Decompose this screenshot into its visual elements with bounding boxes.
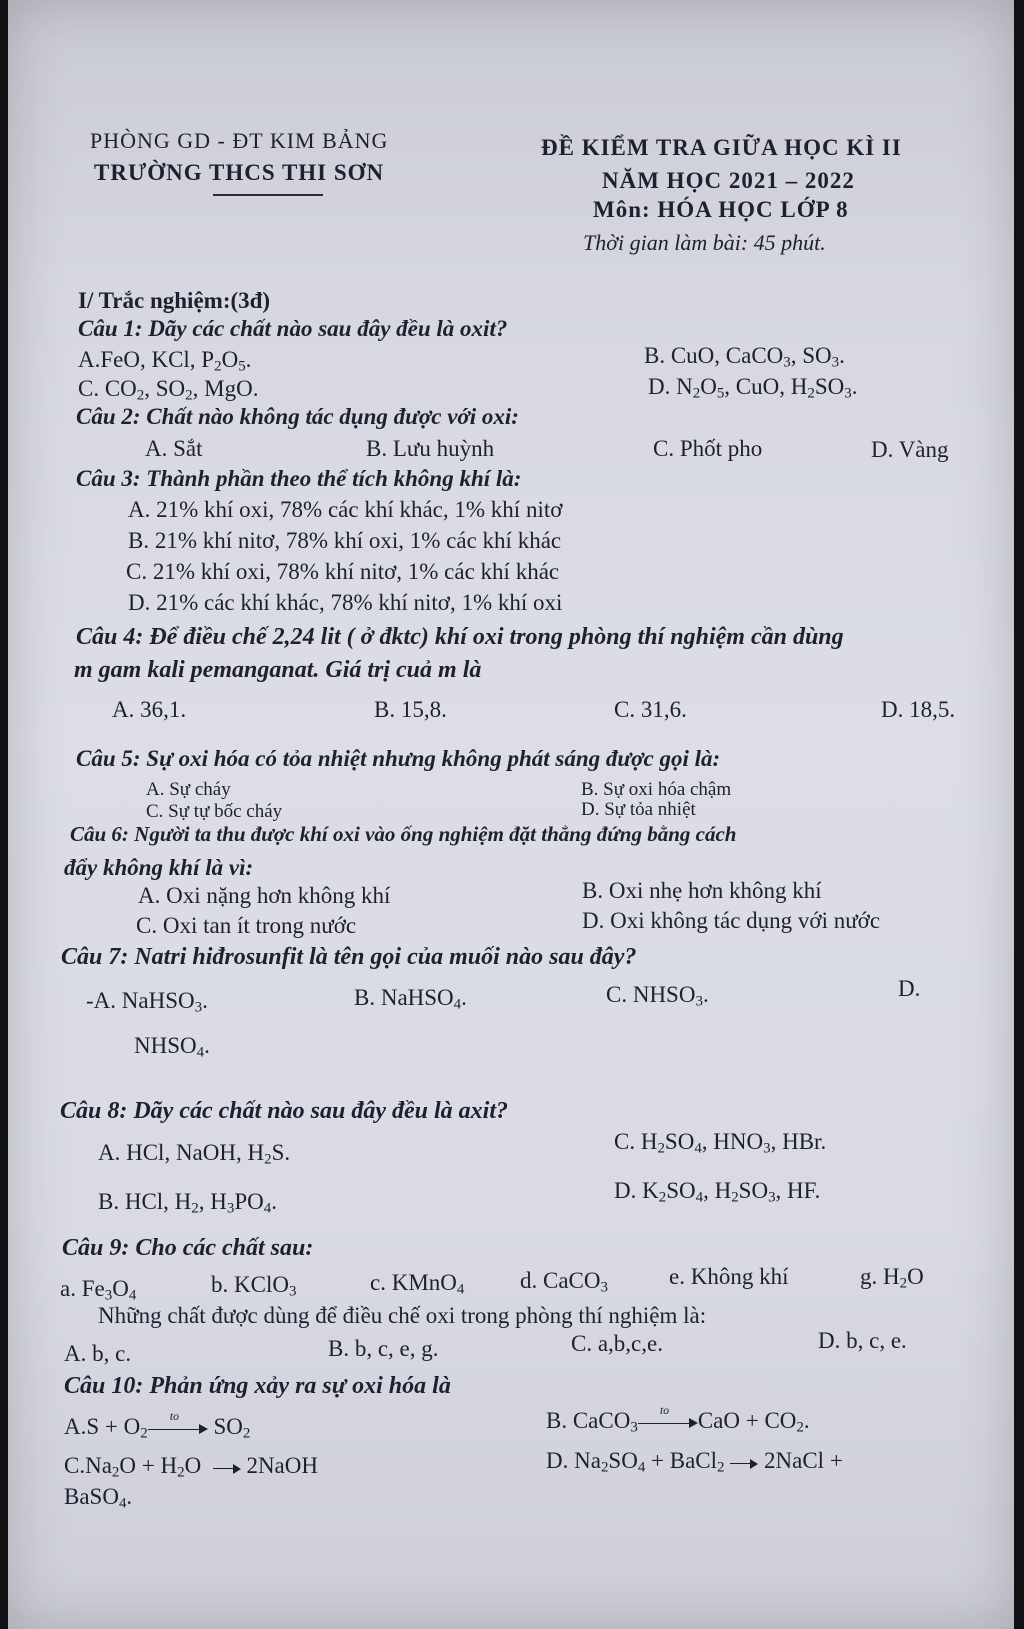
q8-option-b: B. HCl, $H_2$, $H_3PO_4$. — [98, 1189, 277, 1217]
q3-option-b: B. 21% khí nitơ, 78% khí oxi, 1% các khí khác — [128, 528, 562, 553]
q7-option-d-label: D. — [898, 976, 921, 1001]
q9-item-e: e. Không khí — [669, 1264, 789, 1289]
q4-option-d: D. 18,5. — [881, 697, 956, 722]
q9-option-a: A. b, c. — [64, 1341, 132, 1366]
question-10: Câu 10: Phản ứng xảy ra sự oxi hóa là — [64, 1373, 451, 1399]
reaction-arrow-icon: to — [148, 1423, 208, 1435]
q9-item-b: b. KClO$_3$ — [211, 1272, 297, 1300]
q7-option-b: B. NaHSO$_4$. — [354, 985, 467, 1013]
q9-item-g: g. $H_2O$ — [860, 1264, 924, 1292]
question-2: Câu 2: Chất nào không tác dụng được với oxi: — [76, 404, 519, 429]
q7-option-a: -A. NaHSO$_3$. — [86, 988, 208, 1016]
question-4-line2: m gam kali pemanganat. Giá trị cuả m là — [74, 657, 482, 683]
q7-option-d: $NHSO_4$. — [134, 1033, 210, 1061]
q10-option-c: $C.Na_2O + H_2O$ 2NaOH — [64, 1453, 318, 1481]
q5-option-d: D. Sự tỏa nhiệt — [581, 799, 696, 820]
q4-option-b: B. 15,8. — [374, 697, 447, 722]
q3-option-c: C. 21% khí oxi, 78% khí nitơ, 1% các khí khác — [126, 559, 560, 584]
exam-paper — [8, 0, 1014, 1629]
q9-option-d: D. b, c, e. — [818, 1328, 907, 1353]
q2-option-c: C. Phốt pho — [653, 436, 763, 461]
q3-option-a: A. 21% khí oxi, 78% các khí khác, 1% khí nitơ — [128, 497, 563, 522]
q6-option-d: D. Oxi không tác dụng với nước — [582, 908, 881, 933]
q5-option-b: B. Sự oxi hóa chậm — [581, 779, 732, 800]
q10-option-a: $A.S + O_2$ to $SO_2$ — [64, 1408, 251, 1442]
q5-option-a: A. Sự cháy — [146, 779, 231, 800]
question-5: Câu 5: Sự oxi hóa có tỏa nhiệt nhưng không phát sáng được gọi là: — [76, 746, 721, 771]
q9-option-b: B. b, c, e, g. — [328, 1336, 439, 1361]
question-9: Câu 9: Cho các chất sau: — [62, 1235, 314, 1261]
q2-option-b: B. Lưu huỳnh — [366, 436, 495, 461]
question-7: Câu 7: Natri hiđrosunfit là tên gọi của muối nào sau đây? — [61, 944, 637, 970]
school-name: TRƯỜNG THCS THI SƠN — [94, 160, 385, 185]
q4-option-c: C. 31,6. — [614, 697, 687, 722]
question-6-line2: đẩy không khí là vì: — [64, 855, 254, 880]
reaction-arrow-icon: to — [638, 1417, 698, 1429]
subject: Môn: HÓA HỌC LỚP 8 — [593, 197, 849, 222]
question-1: Câu 1: Dãy các chất nào sau đây đều là oxit? — [78, 316, 508, 341]
school-year: NĂM HỌC 2021 – 2022 — [602, 168, 855, 193]
time-limit: Thời gian làm bài: 45 phút. — [583, 230, 826, 255]
q1-option-c: C. $CO_2$, $SO_2$, MgO. — [78, 376, 259, 404]
q9-item-c: c. KMnO$_4$ — [370, 1270, 465, 1298]
q1-option-b: B. CuO, CaCO$_3$, $SO_3$. — [644, 343, 845, 371]
q1-option-d: D. $N_2O_5$, CuO, $H_2SO_3$. — [648, 374, 858, 402]
question-8: Câu 8: Dãy các chất nào sau đây đều là axit? — [60, 1098, 508, 1124]
question-4: Câu 4: Để điều chế 2,24 lit ( ở đktc) khí oxi trong phòng thí nghiệm cần dùng — [76, 624, 844, 650]
q8-option-d: D. $K_2SO_4$, $H_2SO_3$, HF. — [614, 1178, 821, 1206]
department-name: PHÒNG GD - ĐT KIM BẢNG — [90, 128, 389, 153]
q8-option-a: A. HCl, NaOH, $H_2S$. — [98, 1140, 291, 1168]
question-3: Câu 3: Thành phần theo thể tích không khí là: — [76, 466, 522, 491]
reaction-arrow-icon — [213, 1462, 241, 1474]
q4-option-a: A. 36,1. — [112, 697, 187, 722]
q6-option-b: B. Oxi nhẹ hơn không khí — [582, 878, 822, 903]
q2-option-a: A. Sắt — [145, 436, 203, 461]
q3-option-d: D. 21% các khí khác, 78% khí nitơ, 1% khí oxi — [128, 590, 563, 615]
q5-option-c: C. Sự tự bốc cháy — [146, 801, 283, 822]
q9-item-a: a. $Fe_3O_4$ — [60, 1276, 137, 1304]
q2-option-d: D. Vàng — [871, 437, 949, 462]
question-6: Câu 6: Người ta thu được khí oxi vào ống nghiệm đặt thẳng đứng bằng cách — [70, 822, 737, 846]
q10-option-b: B. CaCO$_3$ to CaO + $CO_2$. — [546, 1402, 810, 1436]
q8-option-c: C. $H_2SO_4$, $HNO_3$, HBr. — [614, 1129, 827, 1157]
q10-option-d-line2: BaSO$_4$. — [64, 1484, 133, 1512]
q9-stem: Những chất được dùng để điều chế oxi trong phòng thí nghiệm là: — [98, 1303, 707, 1328]
q1-option-a: A.FeO, KCl, $P_2O_5$. — [78, 347, 252, 375]
q10-option-d: D. $Na_2SO_4$ + BaCl$_2$ 2NaCl + — [546, 1448, 843, 1476]
exam-title: ĐỀ KIỂM TRA GIỮA HỌC KÌ II — [541, 135, 902, 160]
q6-option-a: A. Oxi nặng hơn không khí — [138, 883, 391, 908]
q6-option-c: C. Oxi tan ít trong nước — [136, 913, 357, 938]
section-title: I/ Trắc nghiệm:(3đ) — [78, 288, 271, 313]
q9-option-c: C. a,b,c,e. — [571, 1331, 663, 1356]
q9-item-d: d. CaCO$_3$ — [520, 1268, 608, 1296]
reaction-arrow-icon — [730, 1457, 758, 1469]
q7-option-c: C. $NHSO_3$. — [606, 982, 709, 1010]
school-underline — [213, 194, 323, 196]
